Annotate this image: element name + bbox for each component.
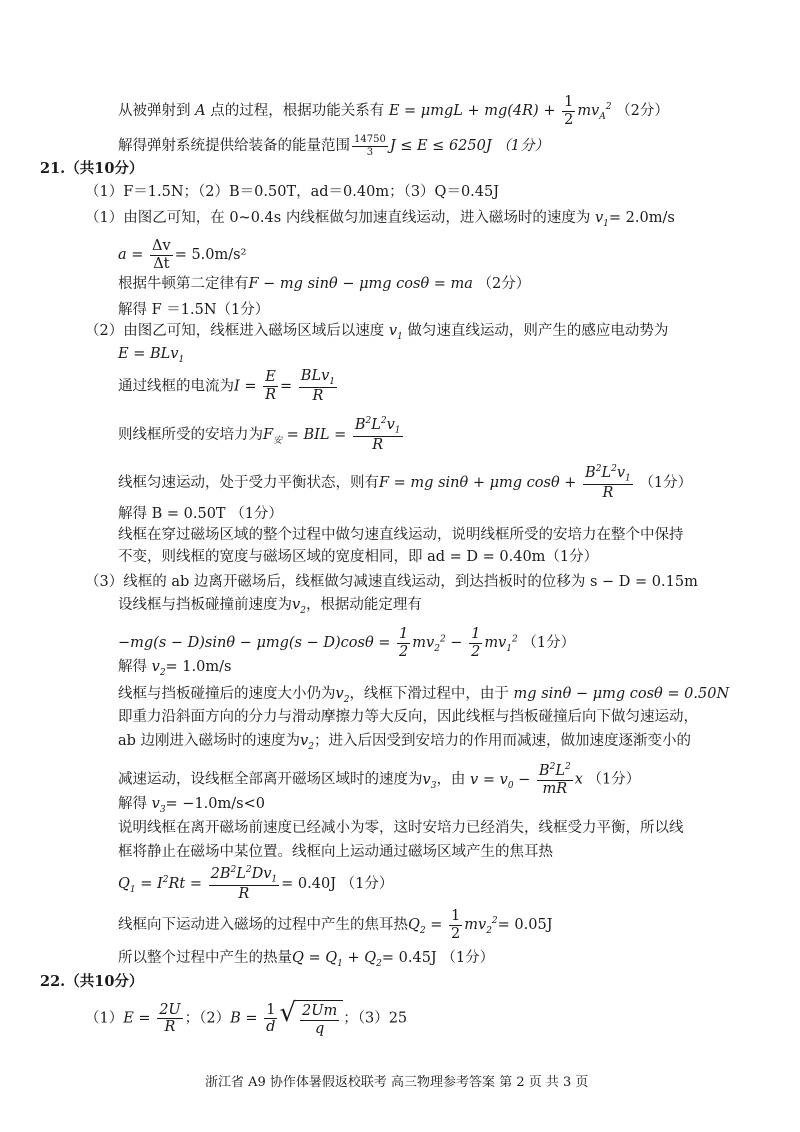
text: （1）由图乙可知，在 0~0.4s 内线框做匀加速直线运动，进入磁场时的速度为 <box>85 210 591 226</box>
text: = 0.40J （1分） <box>281 875 394 892</box>
q21-solve-b: 解得 B = 0.50T （1分） <box>118 506 283 522</box>
text: = 0.05J <box>497 917 553 934</box>
page-footer: 浙江省 A9 协作体暑假返校联考 高三物理参考答案 第 2 页 共 3 页 <box>205 1075 589 1090</box>
score: （1分） <box>522 635 576 652</box>
text: 根据牛顿第二定律有 <box>118 276 249 292</box>
q21-answers: （1）F＝1.5N；（2）B＝0.50T，ad＝0.40m；（3）Q＝0.45J <box>85 184 500 200</box>
q21-emf: E = BLv$_1$ <box>118 346 185 365</box>
q21-joule-heat-up: $Q_1 = I^2Rt$ = $\frac{2B^2L^2Dv_1}{R}$ = 0.40J （1分） <box>118 865 394 903</box>
text: ；（2） <box>184 1010 231 1027</box>
text: 解得 <box>118 659 147 675</box>
q21-collision-line4: 减速运动，设线框全部离开磁场区域时的速度为$v_3$，由 $v = v_0$ − $\frac{B^2L^2}{mR}$ x （1分） <box>118 762 641 797</box>
q21-conclusion-line2: 框将静止在磁场中某位置。线框向上运动通过磁场区域产生的焦耳热 <box>118 844 553 860</box>
q21-acceleration: a = $\frac{\Delta v}{\Delta t}$ = 5.0m/s² <box>118 238 247 272</box>
text: 解得 <box>118 796 147 812</box>
q21-part3-intro: （3）线框的 ab 边离开磁场后，线框做匀减速直线运动，到达挡板时的位移为 s − D = 0.15m <box>85 574 698 590</box>
text: （1） <box>85 1010 124 1027</box>
text: 所以整个过程中产生的热量 <box>118 950 292 966</box>
text: 设线框与挡板碰撞前速度为 <box>118 597 292 613</box>
equation: mg sinθ − μmg cosθ = 0.50N <box>513 686 730 702</box>
score: （2分） <box>616 103 669 120</box>
text: = 0.45J （1分） <box>381 950 495 966</box>
q21-note-line1: 线框在穿过磁场区域的整个过程中做匀速直线运动，说明线框所受的安培力在整个中保持 <box>118 527 684 543</box>
q21-part3-set: 设线框与挡板碰撞前速度为$v_2$，根据动能定理有 <box>118 597 422 616</box>
q21-note-line2: 不变，则线框的宽度与磁场区域的宽度相同，即 ad = D = 0.40m（1分） <box>118 549 599 565</box>
q21-part1-intro: （1）由图乙可知，在 0~0.4s 内线框做匀加速直线运动，进入磁场时的速度为 $v_1= 2.0m/s$ <box>85 210 675 229</box>
q21-conclusion-line1: 说明线框在离开磁场前速度已经减小为零，这时安培力已经消失，线框受力平衡，所以线 <box>118 820 684 836</box>
q21-solve-v3: 解得 $v_3= -1.0m/s<0$ <box>118 796 265 815</box>
text: J ≤ E ≤ 6250J （1分） <box>389 138 549 154</box>
question-22-heading: 22.（共10分） <box>40 973 144 990</box>
text: ；（3）25 <box>343 1010 408 1027</box>
text: 点的过程，根据功能关系有 <box>210 103 385 120</box>
text: = 5.0m/s² <box>174 247 247 264</box>
equation: F − mg sinθ − μmg cosθ = ma <box>248 276 473 292</box>
text: 做匀速直线运动，则产生的感应电动势为 <box>407 323 669 339</box>
question-21-heading: 21.（共10分） <box>40 160 144 177</box>
text: = 1.0m/s <box>165 659 232 675</box>
q21-ampere-force: 则线框所受的安培力为$F_安$ = BIL = $\frac{B^2L^2v_1}{R}$ <box>118 416 401 454</box>
q21-collision-line1: 线框与挡板碰撞后的速度大小仍为$v_2$，线框下滑过程中，由于 mg sinθ − μmg cosθ = 0.50N <box>118 686 730 705</box>
text: ab 边刚进入磁场时的速度为 <box>118 733 301 749</box>
line-energy-relation: 从被弹射到 A 点的过程，根据功能关系有 E = μmgL + mg(4R) + $\frac{1}{2}$ $mv_A^2$ （2分） <box>118 94 669 128</box>
frac-den: 3 <box>366 146 374 158</box>
q21-joule-heat-down: 线框向下运动进入磁场的过程中产生的焦耳热$Q_2$ = $\frac{1}{2}$ $mv_2^2= 0.05J$ <box>118 908 553 942</box>
q21-collision-line3: ab 边刚进入磁场时的速度为$v_2$；进入后因受到安培力的作用而减速，做加速度逐渐变小的 <box>118 733 691 752</box>
q21-part2-intro: （2）由图乙可知，线框进入磁场区域后以速度 $v_1$ 做匀速直线运动，则产生的感应电动势为 <box>85 323 669 342</box>
q22-answers: （1）E = $\frac{2U}{R}$ ；（2）B = $\frac{1}{d}$ √ $\frac{2Um}{q}$ ；（3）25 <box>85 998 408 1037</box>
text: 减速运动，设线框全部离开磁场区域时的速度为 <box>118 771 423 788</box>
text: （2）由图乙可知，线框进入磁场区域后以速度 <box>85 323 385 339</box>
frac-num: 14750 <box>354 134 386 145</box>
q21-solve-v2: 解得 $v_2= 1.0m/s$ <box>118 659 232 678</box>
q21-newton <box>118 277 530 292</box>
text: = 2.0m/s <box>608 210 675 226</box>
q21-total-heat: 所以整个过程中产生的热量$Q = Q_1 + Q_2= 0.45J$ （1分） <box>118 950 495 969</box>
text: ，根据动能定理有 <box>305 597 422 613</box>
line-energy-range <box>118 134 549 158</box>
text: 线框匀速运动，处于受力平衡状态，则有 <box>118 474 379 491</box>
text: 解得弹射系统提供给装备的能量范围 <box>118 138 350 154</box>
text: = −1.0m/s<0 <box>165 796 265 812</box>
text: 线框与挡板碰撞后的速度大小仍为 <box>118 686 336 702</box>
score: （1分） <box>587 771 641 788</box>
text: ，由 <box>436 771 466 788</box>
text: 通过线框的电流为 <box>118 378 234 395</box>
q21-balance: 线框匀速运动，处于受力平衡状态，则有F = mg sinθ + μmg cosθ + $\frac{B^2L^2v_1}{R}$ （1分） <box>118 464 693 502</box>
score: （2分） <box>477 276 531 292</box>
text: 线框向下运动进入磁场的过程中产生的焦耳热 <box>118 917 408 934</box>
equation: E = BLv <box>118 346 179 362</box>
q21-collision-line2: 即重力沿斜面方向的分力与滑动摩擦力等大反向，因此线框与挡板碰撞后向下做匀速运动， <box>118 709 698 725</box>
q21-kinetic-energy-eq: −mg(s − D)sinθ − μmg(s − D)cosθ = $\frac{1}{2}$ $mv_2^2$ − $\frac{1}{2}$ $mv_1^2$ （1分） <box>118 626 576 660</box>
q21-current: 通过线框的电流为I = $\frac{E}{R}$ = $\frac{BLv_1}{R}$ <box>118 368 336 405</box>
text: ；进入后因受到安培力的作用而减速，做加速度逐渐变小的 <box>313 733 691 749</box>
q21-solve-f: 解得 F ＝1.5N（1分） <box>118 302 270 318</box>
text: ，线框下滑过程中，由于 <box>349 686 509 702</box>
score: （1分） <box>639 474 693 491</box>
text: 则线框所受的安培力为 <box>118 426 263 443</box>
text: 从被弹射到 <box>118 103 191 120</box>
